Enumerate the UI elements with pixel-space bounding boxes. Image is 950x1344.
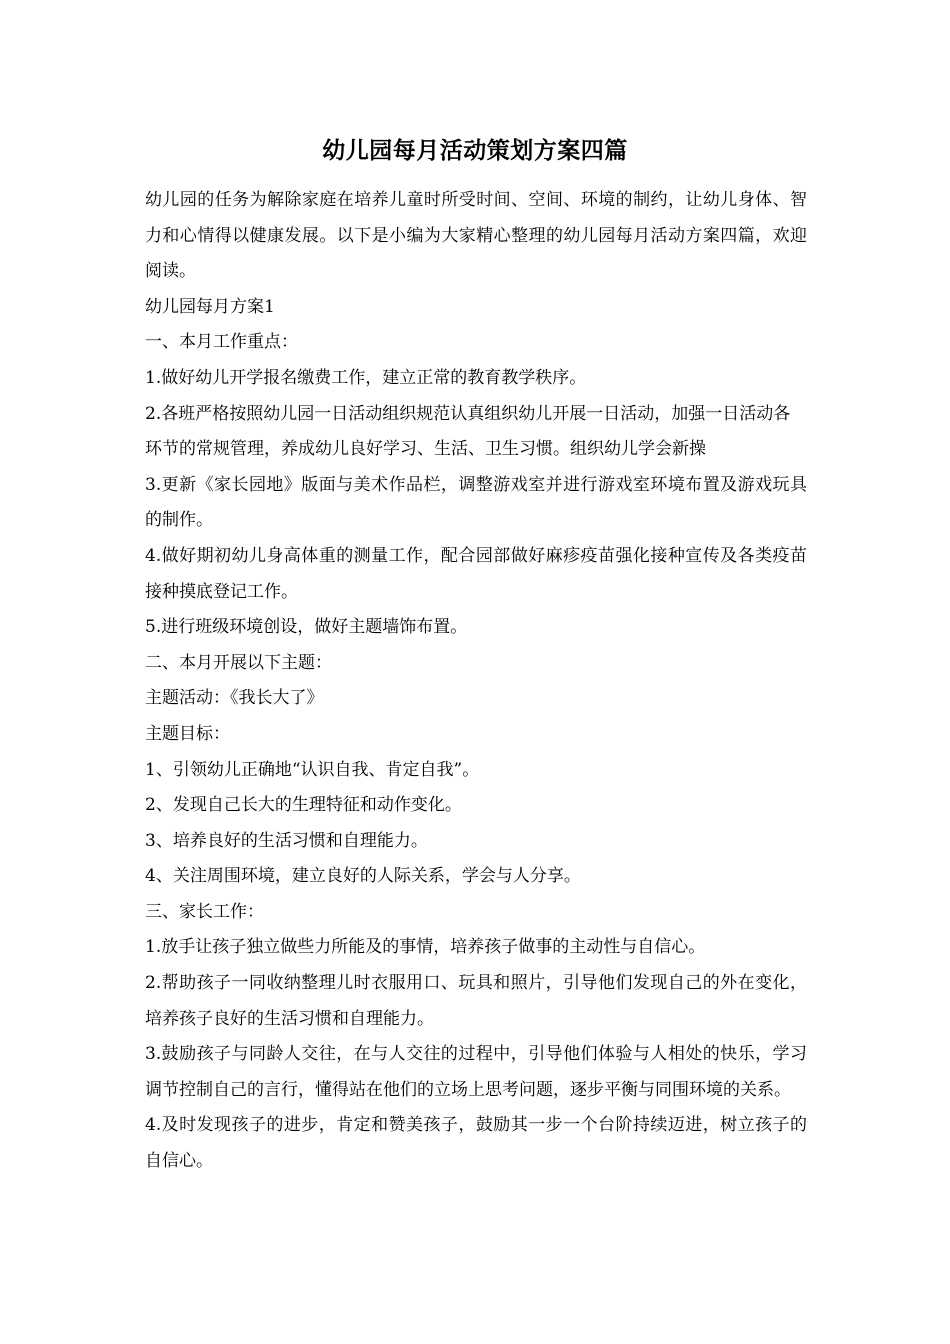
list-item: 4.做好期初幼儿身高体重的测量工作，配合园部做好麻疹疫苗强化接种宣传及各类疫苗接种摸底登记工作。 <box>145 545 807 602</box>
goal-item: 1、引领幼儿正确地“认识自我、肯定自我”。 <box>145 759 480 780</box>
parent-item: 3.鼓励孩子与同龄人交往，在与人交往的过程中，引导他们体验与人相处的快乐，学习调节控制自己的言行，懂得站在他们的立场上思考问题，逐步平衡与同围环境的关系。 <box>145 1044 807 1100</box>
list-item: 5.进行班级环境创设，做好主题墙饰布置。 <box>145 617 468 638</box>
list-item: 1.做好幼儿开学报名缴费工作，建立正常的教育教学秩序。 <box>145 367 587 388</box>
goal-item: 3、培养良好的生活习惯和自理能力。 <box>145 830 428 851</box>
document-title: 幼儿园每月活动策划方案四篇 <box>322 137 628 164</box>
parent-item: 2.帮助孩子一同收纳整理儿时衣服用口、玩具和照片，引导他们发现自己的外在变化，培养孩子良好的生活习惯和自理能力。 <box>145 973 807 1029</box>
parent-item: 1.放手让孩子独立做些力所能及的事情，培养孩子做事的主动性与自信心。 <box>145 937 706 958</box>
goal-item: 4、关注周围环境，建立良好的人际关系，学会与人分享。 <box>145 866 581 887</box>
parent-item: 4.及时发现孩子的进步，肯定和赞美孩子，鼓励其一步一个台阶持续迈进，树立孩子的自信心。 <box>145 1115 807 1172</box>
section-heading-themes: 二、本月开展以下主题： <box>145 652 332 673</box>
document-body <box>145 183 807 1180</box>
intro-paragraph: 幼儿园的任务为解除家庭在培养儿童时所受时间、空间、环境的制约，让幼儿身体、智力和心情得以健康发展。以下是小编为大家精心整理的幼儿园每月活动方案四篇，欢迎阅读。 <box>145 190 807 282</box>
section-heading-focus: 一、本月工作重点： <box>145 332 298 353</box>
list-item: 2.各班严格按照幼儿园一日活动组织规范认真组织幼儿开展一日活动，加强一日活动各环节的常规管理，养成幼儿良好学习、生活、卫生习惯。组织幼儿学会新操 <box>145 403 791 460</box>
section-heading-plan-1: 幼儿园每月方案1 <box>145 296 275 317</box>
theme-goals-heading: 主题目标： <box>145 723 230 744</box>
theme-activity: 主题活动：《我长大了》 <box>145 688 324 709</box>
goal-item: 2、发现自己长大的生理特征和动作变化。 <box>145 795 462 816</box>
list-item: 3.更新《家长园地》版面与美术作品栏，调整游戏室并进行游戏室环境布置及游戏玩具的制作。 <box>145 474 807 531</box>
section-heading-parents: 三、家长工作： <box>145 901 264 922</box>
